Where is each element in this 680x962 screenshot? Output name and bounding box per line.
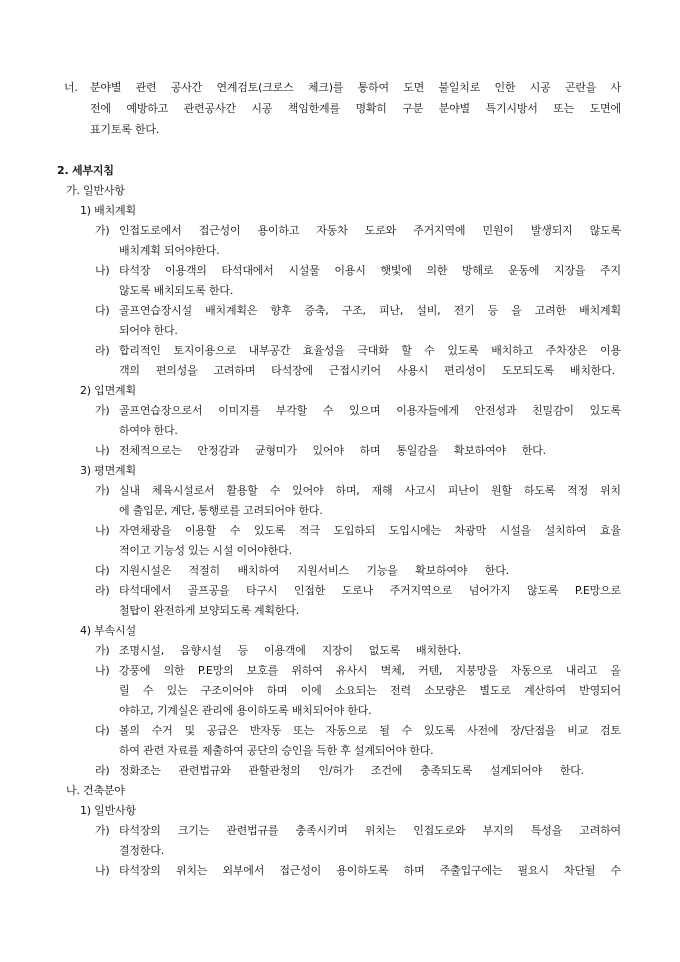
word: 있는	[166, 684, 188, 697]
section-heading: 2. 세부지침	[57, 164, 114, 177]
word: 배치계획은	[205, 304, 258, 317]
word: 체육시설로서	[151, 484, 215, 497]
word: 확보하여야	[453, 444, 506, 457]
word: 용이하도록	[336, 864, 389, 877]
item-line	[119, 304, 621, 318]
word: 시공	[529, 81, 551, 94]
word: 소모량은	[424, 684, 467, 697]
word: 운동에	[508, 264, 540, 277]
word: 관련법규와	[178, 764, 231, 777]
heading-elevation-plan: 2) 입면계획	[80, 384, 136, 397]
item-line: 배치계획 되어야한다.	[119, 244, 220, 257]
word: 발생되지	[530, 224, 573, 237]
word: 자동으로	[325, 724, 368, 737]
word: 의한	[163, 664, 185, 677]
word: 내리고	[565, 664, 598, 677]
word: 또는	[293, 724, 314, 737]
word: 한다.	[559, 764, 584, 777]
word: 타석대에서	[221, 264, 274, 277]
word: 실내	[119, 484, 140, 497]
word: 적극	[298, 524, 320, 537]
item-line: 되어야 한다.	[119, 324, 178, 337]
word: 고려하며	[213, 364, 256, 377]
word: 벽체,	[380, 664, 405, 677]
word: 조건에	[370, 764, 403, 777]
subsection-heading-architecture: 나. 건축분야	[66, 784, 125, 797]
word: 특기시방서	[485, 102, 538, 115]
word: 커텐,	[418, 664, 443, 677]
word: 적정	[567, 484, 588, 497]
word: 시공	[251, 102, 273, 115]
word: 내부공간	[248, 344, 291, 357]
word: 타석장에	[271, 364, 313, 377]
heading-layout-plan: 1) 배치계획	[80, 204, 136, 217]
word: 사	[610, 81, 621, 94]
word: 하도록	[523, 484, 556, 497]
item-line: 철탑이 완전하게 보양되도록 계획한다.	[119, 604, 300, 617]
word: 위치	[600, 484, 621, 497]
word: 수	[269, 484, 281, 497]
word: 사고시	[404, 484, 436, 497]
word: 인/허가	[318, 764, 354, 777]
word: 고려하여	[579, 824, 621, 837]
word: 하며,	[335, 484, 360, 497]
word: 수	[610, 864, 621, 877]
word: 효율	[600, 524, 621, 537]
word: 반자동	[249, 724, 282, 737]
word: 위치는	[175, 864, 208, 877]
word: 장/단점을	[510, 724, 556, 737]
item-line	[119, 404, 621, 418]
item-marker: 다)	[95, 724, 110, 737]
word: 도면	[403, 81, 425, 94]
item-marker: 나)	[95, 444, 110, 457]
word: 있도록	[589, 404, 621, 417]
word: 피난이	[447, 484, 479, 497]
word: 타석장의	[119, 864, 161, 877]
heading-floor-plan: 3) 평면계획	[80, 464, 136, 477]
item-marker: 가)	[95, 484, 110, 497]
word: 배치한다.	[415, 644, 461, 657]
word: 안정감과	[197, 444, 240, 457]
intro-line-2	[90, 102, 621, 116]
word: 관련	[135, 81, 157, 94]
word: 피난,	[379, 304, 404, 317]
word: 향후	[270, 304, 292, 317]
word: P.E망으로	[574, 584, 621, 597]
item-marker: 라)	[95, 344, 110, 357]
item-marker: 가)	[95, 824, 110, 837]
word: 주거지역에	[413, 224, 466, 237]
word: 수	[322, 404, 334, 417]
word: 구조이어야	[200, 684, 254, 697]
word: 이용시	[334, 264, 366, 277]
word: 보호를	[246, 664, 279, 677]
word: 햇빛에	[380, 264, 412, 277]
item-marker: 가)	[95, 224, 110, 237]
word: 주지	[600, 264, 621, 277]
word: 배치계획	[579, 304, 621, 317]
word: 균형미가	[254, 444, 297, 457]
word: 주거지역으로	[389, 584, 453, 597]
item-line	[119, 684, 621, 698]
item-marker: 나)	[95, 664, 110, 677]
item-line	[119, 364, 615, 378]
word: 반영되어	[579, 684, 621, 697]
word: 올	[610, 664, 621, 677]
word: 편의성을	[155, 364, 198, 377]
word: 전에	[90, 102, 111, 115]
word: 이용자들에게	[396, 404, 459, 417]
word: 위하여	[291, 664, 323, 677]
item-marker: 다)	[95, 304, 110, 317]
word: 사용시	[396, 364, 429, 377]
word: 사전에	[467, 724, 499, 737]
item-line	[119, 764, 584, 778]
word: 책임한계를	[287, 102, 340, 115]
word: 한다.	[484, 564, 509, 577]
word: 외부에서	[222, 864, 265, 877]
word: 인한	[494, 81, 516, 94]
intro-line-3: 표기토록 한다.	[90, 123, 160, 136]
word: 비교	[567, 724, 589, 737]
word: 근접시키어	[328, 364, 381, 377]
word: 유사시	[336, 664, 368, 677]
word: 골프연습장으로서	[119, 404, 203, 417]
word: 고려한	[534, 304, 567, 317]
item-line	[119, 264, 621, 278]
word: 수	[229, 524, 241, 537]
word: 지붕망을	[455, 664, 498, 677]
word: 인접도로에서	[119, 224, 182, 237]
word: 도입하되	[333, 524, 376, 537]
item-line: 결정한다.	[119, 844, 165, 857]
word: 객의	[119, 364, 140, 377]
word: 수	[401, 724, 413, 737]
word: 않도록	[527, 584, 559, 597]
word: 불일치로	[438, 81, 481, 94]
word: 시설을	[499, 524, 531, 537]
word: 도로나	[341, 584, 374, 597]
word: 않도록	[589, 224, 621, 237]
word: 골프연습장시설	[119, 304, 192, 317]
word: 위치는	[364, 824, 397, 837]
word: 방해로	[461, 264, 494, 277]
word: 또는	[553, 102, 575, 115]
word: 조명시설,	[119, 644, 165, 657]
word: 극대화	[357, 344, 389, 357]
word: 지원서비스	[296, 564, 349, 577]
word: 관련공사간	[183, 102, 236, 115]
word: 차광막	[454, 524, 486, 537]
word: 인접도로와	[413, 824, 466, 837]
word: 있도록	[253, 524, 286, 537]
item-line: 야하고, 기계실은 관리에 용이하도록 배치되어야 한다.	[119, 704, 372, 717]
word: 활용할	[226, 484, 258, 497]
word: 전체적으로는	[119, 444, 182, 457]
word: 안전성과	[474, 404, 517, 417]
word: 타석대에서	[119, 584, 172, 597]
word: 친밀감이	[532, 404, 574, 417]
word: 타석장	[119, 264, 151, 277]
item-line	[119, 484, 621, 498]
word: 주출입구에는	[439, 864, 503, 877]
word: 전력	[390, 684, 411, 697]
intro-line-1	[90, 81, 621, 95]
word: 음향시설	[179, 644, 222, 657]
word: 충족시키며	[295, 824, 348, 837]
item-marker: 나)	[95, 524, 110, 537]
item-line	[119, 824, 621, 838]
word: 배치하고	[491, 344, 533, 357]
word: 배치한다.	[569, 364, 615, 377]
word: 분야별	[438, 102, 470, 115]
word: 타석장의	[119, 824, 161, 837]
word: 릴	[119, 684, 130, 697]
word: 있으며	[349, 404, 381, 417]
word: 등	[237, 644, 249, 657]
item-line	[119, 584, 621, 598]
word: 공사간	[170, 81, 203, 94]
word: 구분	[402, 102, 424, 115]
item-line	[119, 724, 621, 738]
item-marker: 나)	[95, 264, 110, 277]
word: 강풍에	[119, 664, 151, 677]
word: 차단될	[564, 864, 596, 877]
word: 하며	[266, 684, 288, 697]
word: 설비,	[416, 304, 441, 317]
word: 정화조는	[119, 764, 161, 777]
word: 토지이용으로	[173, 344, 236, 357]
word: 있도록	[447, 344, 479, 357]
item-marker: 라)	[95, 764, 110, 777]
word: 타구시	[246, 584, 278, 597]
word: 특성을	[530, 824, 563, 837]
word: 이에	[300, 684, 322, 697]
item-line	[119, 224, 621, 238]
word: 골프공을	[187, 584, 230, 597]
word: 연계검토(크로스	[216, 81, 294, 94]
word: 부지의	[482, 824, 514, 837]
item-marker: 가)	[95, 644, 110, 657]
word: 지장이	[321, 644, 353, 657]
word: 계산하여	[524, 684, 566, 697]
word: 곤란을	[564, 81, 597, 94]
word: 있어야	[292, 484, 324, 497]
word: 이용객에	[263, 644, 306, 657]
word: 명확히	[355, 102, 387, 115]
word: 예방하고	[126, 102, 169, 115]
word: 및	[184, 724, 195, 737]
word: 전기	[453, 304, 475, 317]
item-marker: 가)	[95, 404, 110, 417]
word: 충족되도록	[419, 764, 473, 777]
word: 설계되어야	[489, 764, 543, 777]
word: 수거	[151, 724, 173, 737]
word: 설치하여	[544, 524, 587, 537]
word: 없도록	[368, 644, 401, 657]
word: P.E망의	[197, 664, 234, 677]
word: 자동으로	[510, 664, 553, 677]
item-marker: 나)	[95, 864, 110, 877]
word: 이용	[600, 344, 621, 357]
word: 수	[424, 344, 435, 357]
word: 증축,	[304, 304, 329, 317]
word: 용이하고	[257, 224, 300, 237]
word: 수	[142, 684, 154, 697]
word: 을	[511, 304, 522, 317]
intro-marker: 너.	[64, 81, 78, 94]
word: 도입시에는	[388, 524, 441, 537]
word: 이미지를	[218, 404, 260, 417]
word: 관련법규를	[226, 824, 279, 837]
item-line	[119, 344, 621, 358]
word: 지장을	[554, 264, 586, 277]
word: 이용객의	[165, 264, 207, 277]
item-line	[119, 644, 461, 658]
word: 접근성이	[279, 864, 322, 877]
word: 원할	[491, 484, 512, 497]
word: 통하여	[357, 81, 389, 94]
word: 적절히	[188, 564, 220, 577]
word: 자동차	[316, 224, 348, 237]
item-line	[119, 444, 546, 458]
item-line: 하여 관련 자료를 제출하여 공단의 승인을 득한 후 설계되어야 한다.	[119, 744, 434, 757]
word: 부각할	[275, 404, 308, 417]
item-line: 않도록 배치되도록 한다.	[119, 284, 234, 297]
word: 도로와	[364, 224, 397, 237]
item-marker: 다)	[95, 564, 110, 577]
word: 공급은	[206, 724, 239, 737]
word: 도면에	[589, 102, 621, 115]
word: 있도록	[423, 724, 456, 737]
word: 볼의	[119, 724, 140, 737]
word: 체크)를	[307, 81, 344, 94]
word: 의한	[426, 264, 448, 277]
word: 민원이	[482, 224, 514, 237]
word: 기능을	[366, 564, 398, 577]
heading-auxiliary-facilities: 4) 부속시설	[80, 624, 136, 637]
word: 넘어가지	[468, 584, 511, 597]
word: 지원시설은	[119, 564, 172, 577]
word: 시설물	[288, 264, 320, 277]
word: 편리성이	[444, 364, 486, 377]
word: 접근성이	[198, 224, 241, 237]
word: 효율성을	[302, 344, 345, 357]
item-line: 에 출입문, 계단, 통행로를 고려되어야 한다.	[119, 504, 323, 517]
word: 배치하여	[237, 564, 280, 577]
word: 관할관청의	[248, 764, 301, 777]
item-line	[119, 864, 621, 878]
item-marker: 라)	[95, 584, 110, 597]
word: 구조,	[341, 304, 366, 317]
word: 이용할	[184, 524, 217, 537]
word: 확보하여야	[415, 564, 468, 577]
word: 하며	[359, 444, 381, 457]
word: 자연채광을	[119, 524, 172, 537]
item-line	[119, 664, 621, 678]
word: 될	[379, 724, 390, 737]
word: 도모되도록	[501, 364, 554, 377]
word: 주차장은	[545, 344, 588, 357]
word: 재해	[371, 484, 393, 497]
item-line: 하여야 한다.	[119, 424, 178, 437]
item-line	[119, 564, 509, 578]
item-line	[119, 524, 621, 538]
word: 별도로	[479, 684, 511, 697]
word: 등	[487, 304, 499, 317]
word: 필요시	[517, 864, 549, 877]
word: 인접한	[293, 584, 326, 597]
subsection-heading-general: 가. 일반사항	[66, 184, 125, 197]
word: 합리적인	[119, 344, 161, 357]
item-line: 적이고 기능성 있는 시설 이어야한다.	[119, 544, 292, 557]
word: 소요되는	[334, 684, 377, 697]
word: 할	[401, 344, 412, 357]
word: 크기는	[177, 824, 210, 837]
word: 통일감을	[396, 444, 438, 457]
word: 분야별	[90, 81, 122, 94]
word: 있어야	[312, 444, 344, 457]
word: 하며	[403, 864, 425, 877]
word: 한다.	[521, 444, 546, 457]
heading-general-matters: 1) 일반사항	[80, 804, 136, 817]
word: 검토	[599, 724, 621, 737]
